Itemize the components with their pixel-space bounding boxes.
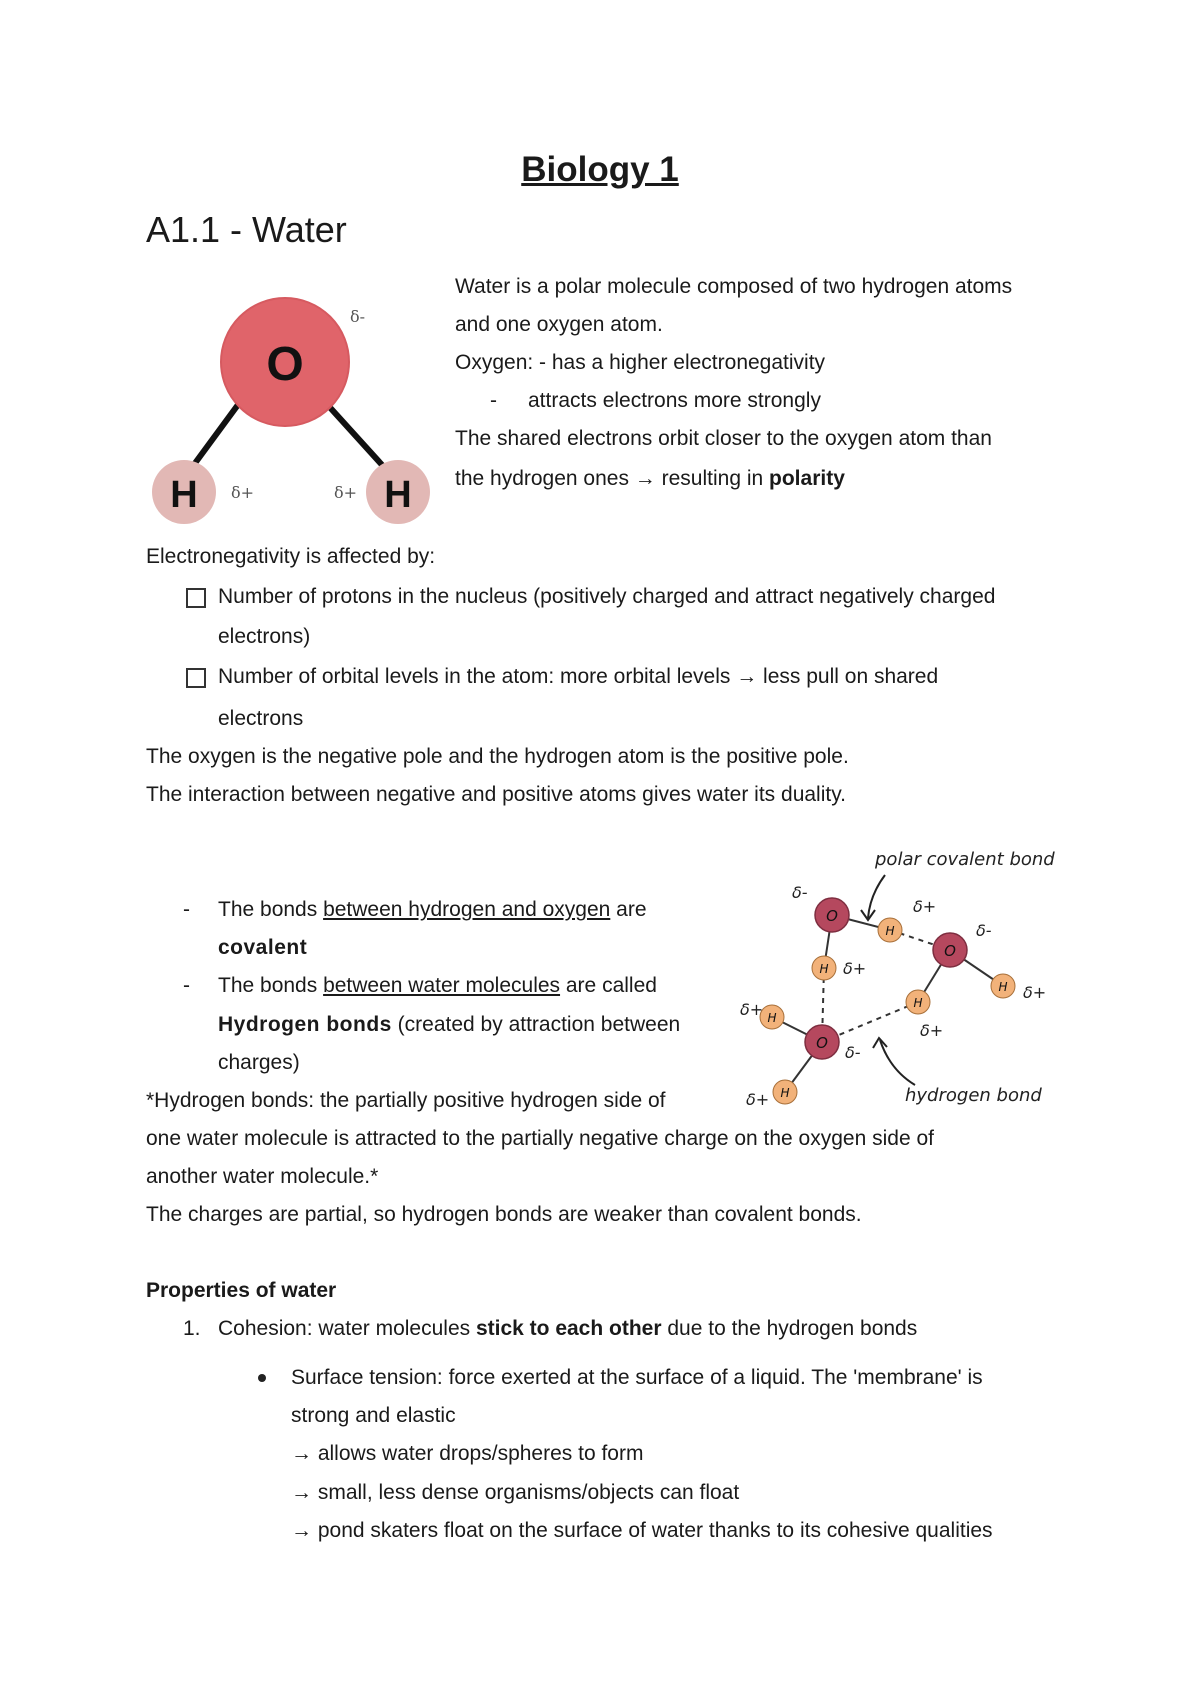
intro-line: The shared electrons orbit closer to the oxygen atom than — [455, 427, 992, 450]
bond-text — [218, 967, 657, 1005]
hydrogen-symbol: H — [913, 996, 923, 1010]
dash-bullet: - — [490, 389, 497, 412]
hydrogen-bond-diagram — [720, 840, 1080, 1120]
list-number: 1. — [183, 1317, 201, 1340]
hydrogen-symbol: H — [885, 924, 895, 938]
intro-line: attracts electrons more strongly — [528, 389, 821, 412]
hydrogen-bond-label: hydrogen bond — [905, 1085, 1042, 1106]
bullet-icon — [258, 1374, 266, 1382]
list-item-text: Number of protons in the nucleus (positively charged and attract negatively charged — [218, 585, 996, 608]
list-item-text: electrons) — [218, 625, 311, 648]
list-item-text: Number of orbital levels in the atom: more orbital levels → less pull on shared — [218, 665, 939, 688]
delta-minus-label: δ- — [350, 307, 366, 326]
hydrogen-symbol: H — [767, 1011, 777, 1025]
bond-text — [218, 891, 647, 929]
oxygen-symbol: O — [944, 942, 956, 960]
intro-text: the hydrogen ones → resulting in — [455, 467, 770, 490]
bond-right — [325, 402, 383, 466]
cohesion-text — [218, 1310, 917, 1348]
cohesion-text-part: due to the hydrogen bonds — [661, 1317, 918, 1340]
delta-plus-label: δ+ — [920, 1021, 944, 1040]
bond-text-part: are — [610, 898, 647, 921]
hydrogen-symbol: H — [780, 1086, 790, 1100]
hydrogen-symbol-left: H — [170, 474, 198, 516]
bond-text-part: are called — [560, 974, 657, 997]
hydrogen-symbol-right: H — [384, 474, 412, 516]
paragraph: The oxygen is the negative pole and the hydrogen atom is the positive pole. — [146, 745, 849, 768]
section-heading: A1.1 - Water — [146, 209, 347, 250]
polar-covalent-bond-label: polar covalent bond — [875, 849, 1055, 870]
delta-plus-label: δ+ — [913, 897, 937, 916]
electronegativity-heading: Electronegativity is affected by: — [146, 545, 436, 568]
checkbox-icon[interactable] — [186, 668, 206, 688]
note-line: *Hydrogen bonds: the partially positive hydrogen side of — [146, 1089, 666, 1112]
list-item-text: electrons — [218, 707, 304, 730]
arrow-hbond — [880, 1040, 915, 1085]
underlined-term: between water molecules — [323, 974, 561, 997]
delta-plus-label: δ+ — [843, 959, 867, 978]
dash-bullet: - — [183, 898, 190, 921]
oxygen-symbol: O — [266, 338, 304, 391]
hydrogen-bonds-term: Hydrogen bonds — [218, 1013, 392, 1036]
hydrogen-symbol: H — [819, 962, 829, 976]
surface-tension-text: strong and elastic — [291, 1404, 456, 1427]
intro-line — [455, 460, 845, 498]
delta-minus-label: δ- — [792, 883, 808, 902]
bond-text-part: The bonds — [218, 974, 324, 997]
water-molecule-diagram — [140, 280, 460, 530]
delta-minus-label: δ- — [976, 921, 992, 940]
delta-minus-label: δ- — [845, 1043, 861, 1062]
delta-plus-label-left: δ+ — [231, 483, 255, 502]
arrow-covalent — [868, 875, 885, 918]
bond-left — [190, 402, 240, 470]
intro-line: Oxygen: - has a higher electronegativity — [455, 351, 826, 374]
delta-plus-label: δ+ — [1023, 983, 1047, 1002]
surface-tension-text: Surface tension: force exerted at the surface of a liquid. The 'membrane' is — [291, 1366, 983, 1389]
checkbox-icon[interactable] — [186, 588, 206, 608]
underlined-term: between hydrogen and oxygen — [323, 898, 611, 921]
arrow-point: → small, less dense organisms/objects can float — [291, 1481, 740, 1504]
intro-line: Water is a polar molecule composed of two hydrogen atoms — [455, 275, 1013, 298]
paragraph: The interaction between negative and positive atoms gives water its duality. — [146, 783, 846, 806]
delta-plus-label: δ+ — [746, 1090, 770, 1109]
note-line: another water molecule.* — [146, 1165, 379, 1188]
polarity-term: polarity — [769, 467, 845, 490]
arrow-point: → allows water drops/spheres to form — [291, 1442, 644, 1465]
oxygen-symbol: O — [826, 907, 838, 925]
bond-text-part: (created by attraction between — [391, 1013, 681, 1036]
note-line: The charges are partial, so hydrogen bonds are weaker than covalent bonds. — [146, 1203, 862, 1226]
bond-text — [218, 1006, 680, 1044]
oxygen-symbol: O — [816, 1034, 828, 1052]
intro-line: and one oxygen atom. — [455, 313, 663, 336]
dash-bullet: - — [183, 974, 190, 997]
cohesion-text-part: Cohesion: water molecules — [218, 1317, 476, 1340]
covalent-term: covalent — [218, 936, 308, 959]
cohesion-bold-term: stick to each other — [475, 1317, 662, 1340]
hydrogen-symbol: H — [998, 980, 1008, 994]
page-title: Biology 1 — [521, 150, 679, 189]
delta-plus-label: δ+ — [740, 1000, 764, 1019]
delta-plus-label-right: δ+ — [334, 483, 358, 502]
properties-heading: Properties of water — [146, 1279, 337, 1302]
arrow-point: → pond skaters float on the surface of water thanks to its cohesive qualities — [291, 1519, 993, 1542]
bond-text: charges) — [218, 1051, 300, 1074]
bond-text-part: The bonds — [218, 898, 324, 921]
note-line: one water molecule is attracted to the partially negative charge on the oxygen side of — [146, 1127, 934, 1150]
